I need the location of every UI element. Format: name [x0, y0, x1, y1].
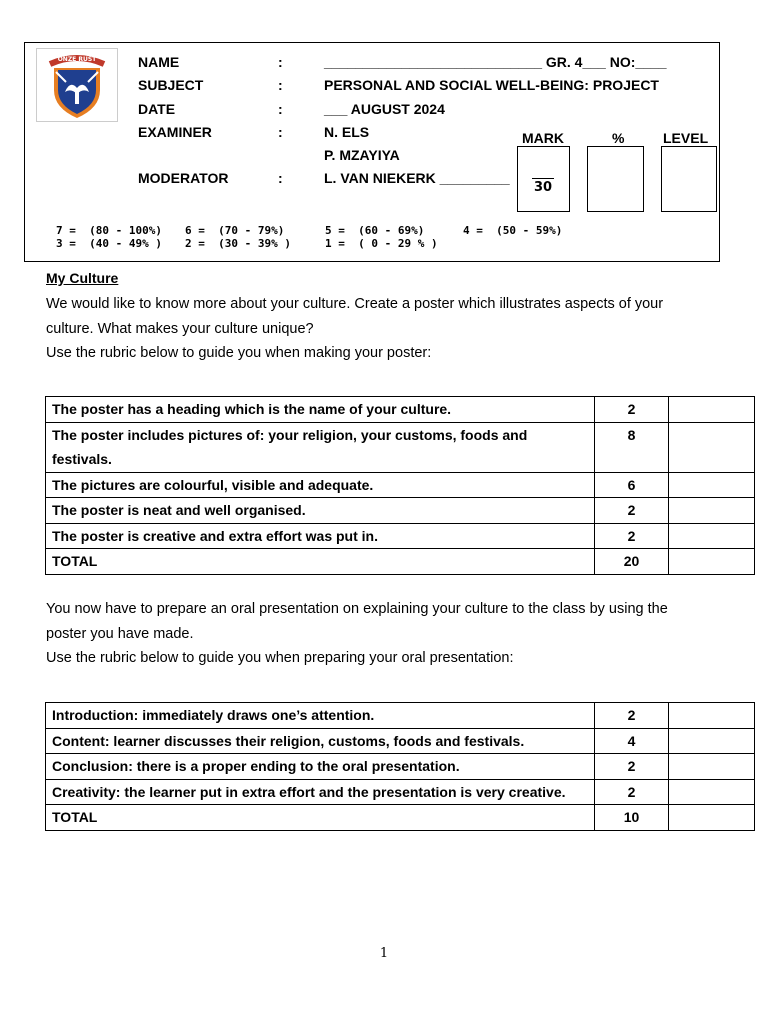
intro-line: We would like to know more about your culture. Create a poster which illustrates aspects of your [46, 296, 664, 312]
score-cell[interactable] [669, 754, 755, 780]
date-field[interactable]: ___ AUGUST 2024 [324, 101, 445, 117]
svg-text:ONZE RUST: ONZE RUST [57, 56, 97, 63]
mark-cell: 2 [595, 523, 669, 549]
mark-heading: MARK [522, 130, 564, 146]
level-scale-7: 7 = (80 - 100%) [56, 224, 162, 237]
total-mark-cell: 10 [595, 805, 669, 831]
total-score-cell[interactable] [669, 549, 755, 575]
page-number: 1 [379, 946, 389, 961]
table-row [46, 703, 755, 729]
table-row [46, 779, 755, 805]
name-field[interactable]: ____________________________ GR. 4___ NO:____ [324, 54, 667, 70]
date-label: DATE [138, 101, 176, 117]
oral-line: You now have to prepare an oral presentation on explaining your culture to the class by using the [46, 601, 668, 617]
mark-cell: 8 [595, 422, 669, 472]
table-row [46, 523, 755, 549]
oral-paragraph [46, 597, 726, 671]
total-label-cell: TOTAL [46, 549, 595, 575]
score-cell[interactable] [669, 422, 755, 472]
oral-line: Use the rubric below to guide you when preparing your oral presentation: [46, 650, 514, 666]
moderator-value: L. VAN NIEKERK _________ [324, 170, 510, 186]
level-scale-5: 5 = (60 - 69%) [325, 224, 425, 237]
level-scale-2: 2 = (30 - 39% ) [185, 237, 291, 250]
table-row [46, 397, 755, 423]
level-scale-6: 6 = (70 - 79%) [185, 224, 285, 237]
mark-cell: 2 [595, 498, 669, 524]
score-cell[interactable] [669, 779, 755, 805]
intro-line: Use the rubric below to guide you when making your poster: [46, 345, 432, 361]
criterion-cell: The poster is creative and extra effort was put in. [46, 523, 595, 549]
score-cell[interactable] [669, 523, 755, 549]
score-cell[interactable] [669, 703, 755, 729]
moderator-colon: : [278, 170, 283, 186]
mark-cell: 6 [595, 472, 669, 498]
total-row [46, 805, 755, 831]
mark-cell: 2 [595, 397, 669, 423]
table-row [46, 754, 755, 780]
total-mark-cell: 20 [595, 549, 669, 575]
examiner-value-1: N. ELS [324, 124, 370, 140]
criterion-cell: Creativity: the learner put in extra effort and the presentation is very creative. [46, 779, 595, 805]
subject-value: PERSONAL AND SOCIAL WELL-BEING: PROJECT [324, 77, 659, 93]
table-row [46, 498, 755, 524]
table-row [46, 472, 755, 498]
percent-box[interactable] [587, 146, 644, 212]
mark-cell: 2 [595, 779, 669, 805]
examiner-value-2: P. MZAYIYA [324, 147, 400, 163]
mark-cell: 2 [595, 703, 669, 729]
poster-rubric-table [45, 396, 755, 575]
table-row [46, 422, 755, 472]
level-heading: LEVEL [663, 130, 709, 146]
moderator-label: MODERATOR [138, 170, 229, 186]
oral-rubric-table [45, 702, 755, 831]
section-title: My Culture [46, 270, 119, 286]
school-crest-logo [36, 48, 118, 122]
date-colon: : [278, 101, 283, 117]
level-scale-3: 3 = (40 - 49% ) [56, 237, 162, 250]
intro-paragraph [46, 292, 726, 366]
mark-fraction-line [532, 178, 554, 179]
criterion-cell: Content: learner discusses their religion, customs, foods and festivals. [46, 728, 595, 754]
level-scale-1: 1 = ( 0 - 29 % ) [325, 237, 438, 250]
subject-colon: : [278, 77, 283, 93]
score-cell[interactable] [669, 728, 755, 754]
total-row [46, 549, 755, 575]
mark-cell: 4 [595, 728, 669, 754]
examiner-colon: : [278, 124, 283, 140]
score-cell[interactable] [669, 472, 755, 498]
subject-label: SUBJECT [138, 77, 204, 93]
examiner-label: EXAMINER [138, 124, 212, 140]
total-score-cell[interactable] [669, 805, 755, 831]
mark-total: 30 [534, 180, 553, 195]
score-cell[interactable] [669, 498, 755, 524]
score-cell[interactable] [669, 397, 755, 423]
total-label-cell: TOTAL [46, 805, 595, 831]
level-box[interactable] [661, 146, 717, 212]
intro-line: culture. What makes your culture unique? [46, 320, 314, 337]
table-row [46, 728, 755, 754]
oral-line: poster you have made. [46, 625, 194, 642]
criterion-cell: The poster is neat and well organised. [46, 498, 595, 524]
percent-heading: % [612, 130, 625, 146]
mark-box[interactable] [517, 146, 570, 212]
name-label: NAME [138, 54, 180, 70]
criterion-cell: Introduction: immediately draws one’s attention. [46, 703, 595, 729]
criterion-cell: The poster includes pictures of: your religion, your customs, foods and festivals. [46, 422, 595, 472]
criterion-cell: Conclusion: there is a proper ending to the oral presentation. [46, 754, 595, 780]
criterion-cell: The pictures are colourful, visible and adequate. [46, 472, 595, 498]
level-scale-4: 4 = (50 - 59%) [463, 224, 563, 237]
criterion-cell: The poster has a heading which is the name of your culture. [46, 397, 595, 423]
name-colon: : [278, 54, 283, 70]
mark-cell: 2 [595, 754, 669, 780]
